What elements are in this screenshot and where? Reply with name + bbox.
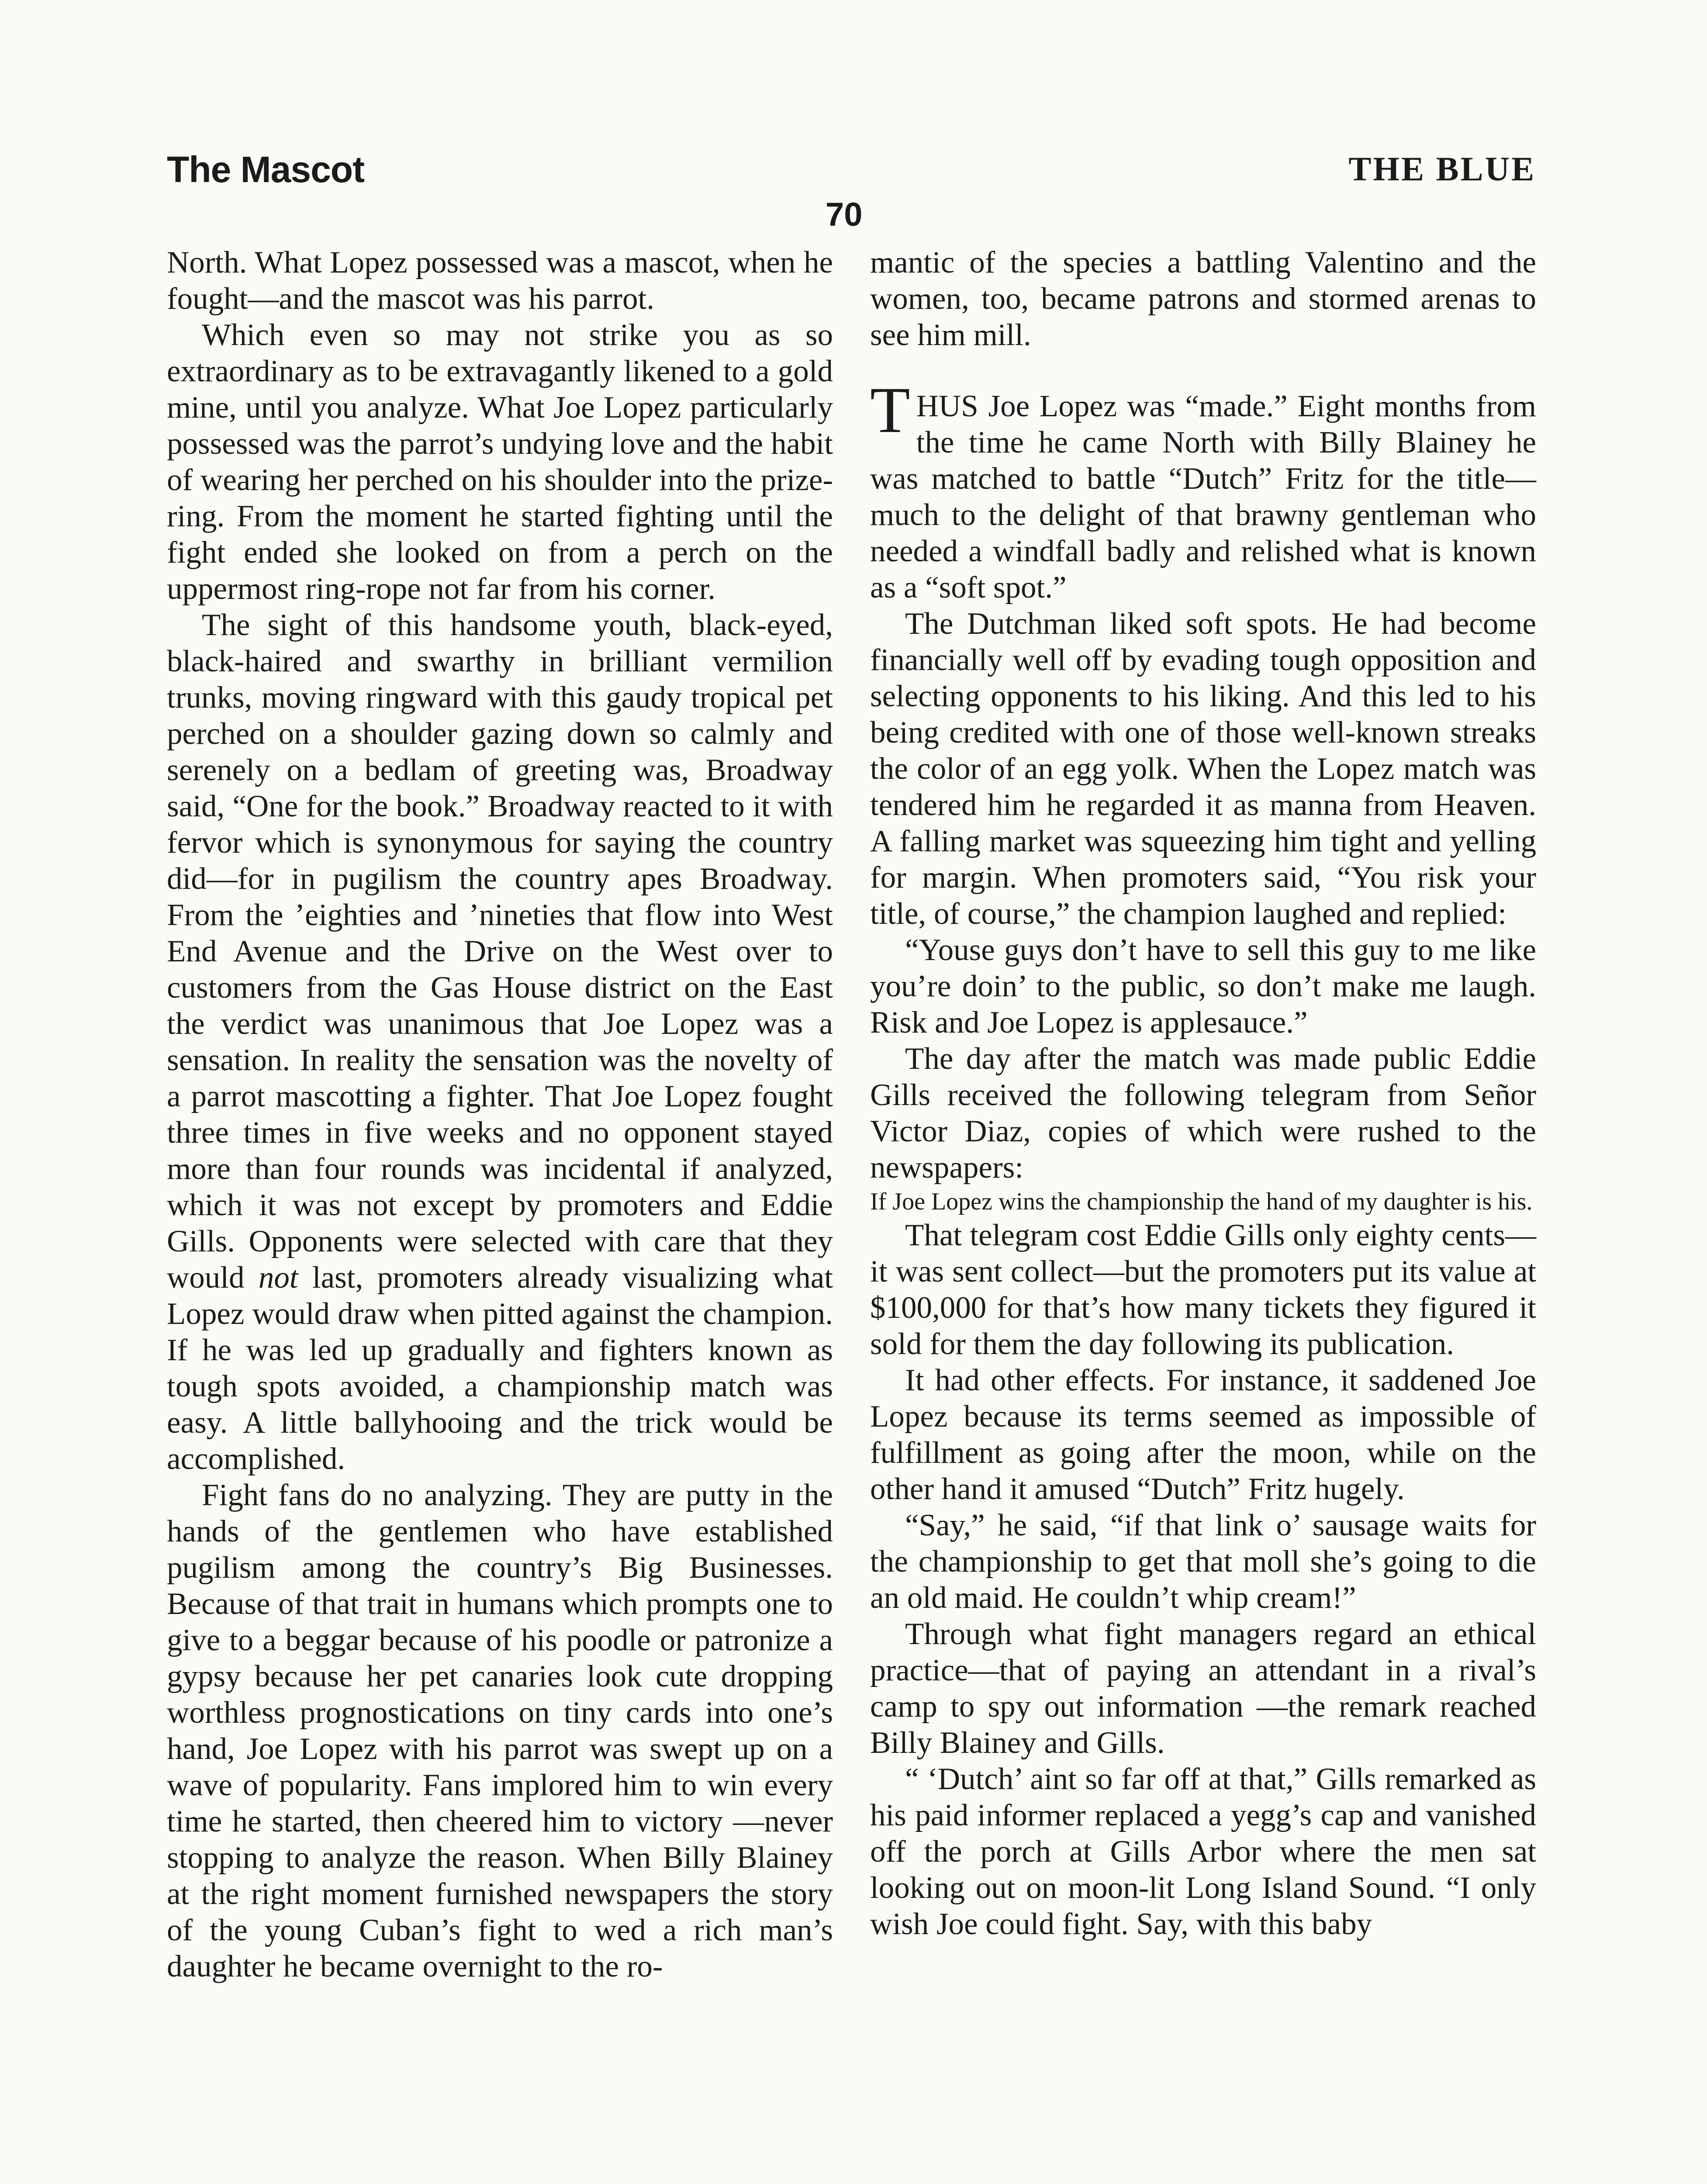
paragraph-text: HUS Joe Lopez was “made.” Eight months from the time he came North with Billy Blainey he was matched to battle “Dutch” Fritz for the title—much to the delight of that brawny gentleman who needed a windfall badly and relished what is known as a “soft spot.” xyxy=(870,389,1536,605)
running-title-right: THE BLUE xyxy=(1348,150,1536,188)
paragraph-text: The sight of this handsome youth, black-eyed, black-haired and swarthy in brilliant vermilion trunks, moving ringward with this gaudy tropical pet perched on a shoulder gazing down so calmly and serenely on a bedlam of greeting was, Broadway said, “One for the book.” Broadway reacted to it with fervor which is synonymous for saying the country did—for in pugilism the country apes Broadway. From the ’eighties and ’nineties that flow into West End Avenue and the Drive on the West over to customers from the Gas House district on the East the verdict was unanimous that Joe Lopez was a sensation. In reality the sensation was the novelty of a parrot mascotting a fighter. That Joe Lopez fought three times in five weeks and no opponent stayed more than four rounds was incidental if analyzed, which it was not except by promoters and Eddie Gills. Opponents were selected with care that they would xyxy=(167,608,833,1295)
emphasis-text: not xyxy=(258,1261,298,1295)
paragraph: North. What Lopez possessed was a mascot, when he fought—and the mascot was his parrot. xyxy=(167,245,833,316)
page-number: 70 xyxy=(826,196,863,233)
paragraph: That telegram cost Eddie Gills only eighty cents—it was sent collect—but the promoters put its value at $100,000 for that’s how many tickets they figured it sold for them the day following its publication. xyxy=(870,1218,1536,1361)
drop-cap: T xyxy=(870,374,910,446)
paragraph: The day after the match was made public Eddie Gills received the following telegram from Señor Victor Diaz, copies of which were rushed to the newspapers: xyxy=(870,1042,1536,1185)
running-title-left: The Mascot xyxy=(167,149,365,190)
paragraph: Fight fans do no analyzing. They are putty in the hands of the gentlemen who have established pugilism among the country’s Big Businesses. Because of that trait in humans which prompts one to give to a beggar because of his poodle or patronize a gypsy because her pet canaries look cute dropping worthless prognostications on tiny cards into one’s hand, Joe Lopez with his parrot was swept up on a wave of popularity. Fans implored him to win every time he started, then cheered him to victory —never stopping to analyze the reason. When Billy Blainey at the right moment furnished newspapers the story of the young Cuban’s fight to wed a rich man’s daughter he became overnight to the ro- xyxy=(167,1478,833,1984)
left-column xyxy=(167,245,833,1985)
paragraph: It had other effects. For instance, it saddened Joe Lopez because its terms seemed as impossible of fulfillment as going after the moon, while on the other hand it amused “Dutch” Fritz hugely. xyxy=(870,1363,1536,1506)
paragraph: “Youse guys don’t have to sell this guy to me like you’re doin’ to the public, so don’t make me laugh. Risk and Joe Lopez is applesauce.” xyxy=(870,933,1536,1040)
paragraph-text: last, promoters already visualizing what Lopez would draw when pitted against the champion. If he was led up gradually and fighters known as tough spots avoided, a championship match was easy. A little ballyhooing and the trick would be accomplished. xyxy=(167,1261,833,1476)
paragraph: The Dutchman liked soft spots. He had become financially well off by evading tough opposition and selecting opponents to his liking. And this led to his being credited with one of those well-known streaks the color of an egg yolk. When the Lopez match was tendered him he regarded it as manna from Heaven. A falling market was squeezing him tight and yelling for margin. When promoters said, “You risk your title, of course,” the champion laughed and replied: xyxy=(870,607,1536,931)
paragraph: “ ‘Dutch’ aint so far off at that,” Gills remarked as his paid informer replaced a yegg’s cap and vanished off the porch at Gills Arbor where the men sat looking out on moon-lit Long Island Sound. “I only wish Joe could fight. Say, with this baby xyxy=(870,1762,1536,1941)
paragraph: Through what fight managers regard an ethical practice—that of paying an attendant in a rival’s camp to spy out information —the remark reached Billy Blainey and Gills. xyxy=(870,1617,1536,1760)
telegram-quote: If Joe Lopez wins the championship the hand of my daughter is his. xyxy=(870,1188,1533,1215)
paragraph: mantic of the species a battling Valentino and the women, too, became patrons and stormed arenas to see him mill. xyxy=(870,245,1536,352)
paragraph xyxy=(167,607,833,1477)
section-opening-paragraph xyxy=(870,374,1536,606)
right-column xyxy=(870,245,1536,1942)
paragraph: Which even so may not strike you as so extraordinary as to be extravagantly likened to a gold mine, until you analyze. What Joe Lopez particularly possessed was the parrot’s undying love and the habit of wearing her perched on his shoulder into the prize-ring. From the moment he started fighting until the fight ended she looked on from a perch on the uppermost ring-rope not far from his corner. xyxy=(167,318,833,606)
paragraph: “Say,” he said, “if that link o’ sausage waits for the championship to get that moll she’s going to die an old maid. He couldn’t whip cream!” xyxy=(870,1508,1536,1615)
